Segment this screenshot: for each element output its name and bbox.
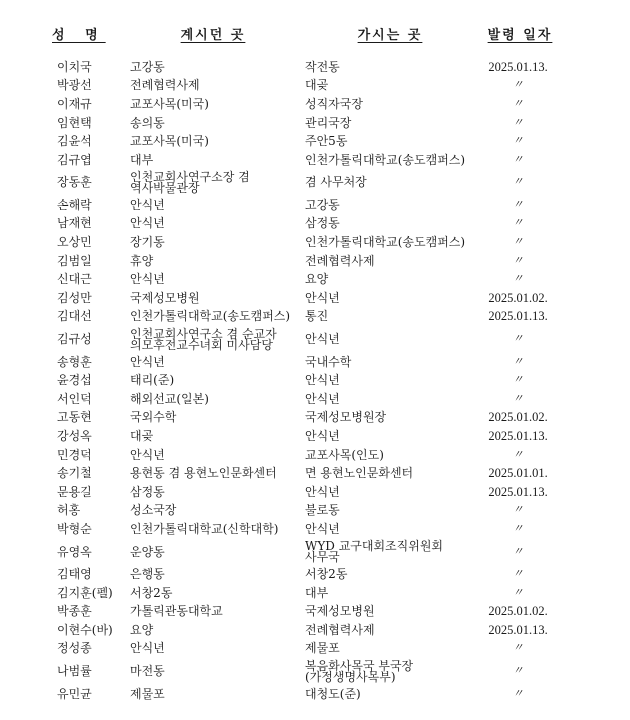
from-cell: 안식년 (130, 354, 165, 369)
name-cell: 오상민 (57, 235, 92, 250)
date-cell: 2025.01.01. (488, 466, 548, 481)
date-cell: 〃 (512, 545, 524, 558)
table-row (0, 464, 630, 483)
date-cell: 〃 (512, 586, 524, 599)
to-cell: 인천가톨릭대학교(송도캠퍼스) (305, 235, 466, 250)
table-row (0, 371, 630, 390)
table-row (0, 427, 630, 446)
date-cell: 〃 (512, 665, 524, 678)
name-cell: 나범률 (57, 664, 92, 679)
table-row (0, 215, 630, 234)
name-cell: 김규엽 (57, 152, 92, 167)
to-cell: 대부 (305, 585, 329, 600)
table-row (0, 446, 630, 465)
date-cell: 2025.01.02. (488, 410, 548, 425)
to-cell: 안식년 (305, 428, 340, 443)
date-cell: 〃 (512, 135, 524, 148)
from-cell: 해외선교(일본) (130, 391, 209, 406)
to-cell: 안식년 (305, 484, 340, 499)
date-cell: 〃 (512, 153, 524, 166)
from-cell: 안식년 (130, 197, 165, 212)
date-cell: 2025.01.13. (488, 309, 548, 324)
name-cell: 허홍 (57, 503, 81, 518)
from-cell: 인천가톨릭대학교(송도캠퍼스) (130, 309, 291, 324)
date-cell: 〃 (512, 355, 524, 368)
table-row (0, 353, 630, 372)
table-row (0, 502, 630, 521)
date-cell: 〃 (512, 217, 524, 230)
name-cell: 송형훈 (57, 354, 92, 369)
date-cell: 〃 (512, 374, 524, 387)
table-row (0, 584, 630, 603)
table-row (0, 539, 630, 566)
from-cell: 고강동 (130, 59, 165, 74)
name-cell: 박광선 (57, 78, 92, 93)
name-cell: 김규성 (57, 332, 92, 347)
name-cell: 문용길 (57, 484, 92, 499)
to-cell: WYD 교구대회조직위원회 사무국 (305, 539, 444, 565)
from-cell: 태리(준) (130, 373, 175, 388)
date-cell: 2025.01.13. (488, 428, 548, 443)
name-cell: 김지훈(펠) (57, 585, 113, 600)
name-cell: 민경덕 (57, 447, 92, 462)
table-row (0, 170, 630, 197)
table-row (0, 114, 630, 133)
date-cell: 2025.01.02. (488, 604, 548, 619)
table-row (0, 252, 630, 271)
to-cell: 국내수학 (305, 354, 352, 369)
date-cell: 〃 (512, 333, 524, 346)
from-cell: 안식년 (130, 272, 165, 287)
from-cell: 국제성모병원 (130, 290, 200, 305)
table-row (0, 308, 630, 327)
to-cell: 요양 (305, 272, 329, 287)
to-cell: 안식년 (305, 391, 340, 406)
to-cell: 불로동 (305, 503, 340, 518)
name-cell: 박형순 (57, 521, 92, 536)
date-cell: 〃 (512, 236, 524, 249)
name-cell: 송기철 (57, 466, 92, 481)
table-row (0, 640, 630, 659)
table-row (0, 390, 630, 409)
table-row (0, 658, 630, 685)
name-cell: 장동훈 (57, 175, 92, 190)
date-cell: 2025.01.13. (488, 59, 548, 74)
name-cell: 김성만 (57, 290, 92, 305)
from-cell: 인천가톨릭대학교(신학대학) (130, 521, 279, 536)
table-row (0, 196, 630, 215)
from-cell: 용현동 겸 용현노인문화센터 (130, 466, 277, 481)
from-cell: 교포사목(미국) (130, 96, 209, 111)
name-cell: 윤경섭 (57, 373, 92, 388)
date-cell: 〃 (512, 642, 524, 655)
name-cell: 강성옥 (57, 428, 92, 443)
from-cell: 대부 (130, 152, 154, 167)
table-row (0, 483, 630, 502)
date-cell: 〃 (512, 198, 524, 211)
name-cell: 유민균 (57, 686, 92, 701)
table-row (0, 565, 630, 584)
from-cell: 은행동 (130, 567, 165, 582)
name-cell: 손해락 (57, 197, 92, 212)
date-cell: 〃 (512, 448, 524, 461)
to-cell: 안식년 (305, 290, 340, 305)
date-cell: 〃 (512, 116, 524, 129)
date-cell: 〃 (512, 176, 524, 189)
from-cell: 가톨릭관동대학교 (130, 604, 223, 619)
to-cell: 제물포 (305, 641, 340, 656)
to-cell: 겸 사무처장 (305, 175, 367, 190)
from-cell: 서창2동 (130, 585, 173, 600)
name-cell: 김태영 (57, 567, 92, 582)
date-cell: 2025.01.02. (488, 290, 548, 305)
header-name: 성 명 (52, 28, 106, 43)
from-cell: 삼정동 (130, 484, 165, 499)
date-cell: 〃 (512, 687, 524, 700)
to-cell: 안식년 (305, 373, 340, 388)
name-cell: 박종훈 (57, 604, 92, 619)
to-cell: 서창2동 (305, 567, 348, 582)
to-cell: 면 용현노인문화센터 (305, 466, 414, 481)
from-cell: 요양 (130, 622, 154, 637)
date-cell: 2025.01.13. (488, 484, 548, 499)
to-cell: 국제성모병원 (305, 604, 375, 619)
table-row (0, 685, 630, 704)
name-cell: 이현수(바) (57, 622, 113, 637)
to-cell: 대곶 (305, 78, 329, 93)
table-row (0, 271, 630, 290)
date-cell: 〃 (512, 273, 524, 286)
table-row (0, 95, 630, 114)
from-cell: 국외수학 (130, 410, 177, 425)
date-cell: 〃 (512, 522, 524, 535)
to-cell: 성직자국장 (305, 96, 363, 111)
table-row (0, 621, 630, 640)
to-cell: 인천가톨릭대학교(송도캠퍼스) (305, 152, 466, 167)
date-cell: 〃 (512, 504, 524, 517)
header-date: 발령 일자 (487, 28, 553, 43)
header-from: 계시던 곳 (180, 28, 246, 43)
to-cell: 주안5동 (305, 134, 348, 149)
to-cell: 안식년 (305, 332, 340, 347)
date-cell: 〃 (512, 392, 524, 405)
name-cell: 김대선 (57, 309, 92, 324)
to-cell: 복음화사목국 부국장 (가정생명사목부) (305, 658, 414, 684)
from-cell: 성소국장 (130, 503, 177, 518)
table-row (0, 77, 630, 96)
name-cell: 임현택 (57, 115, 92, 130)
table-row (0, 603, 630, 622)
header-to: 가시는 곳 (357, 28, 423, 43)
name-cell: 김윤석 (57, 134, 92, 149)
table-row (0, 409, 630, 428)
to-cell: 안식년 (305, 521, 340, 536)
date-cell: 〃 (512, 79, 524, 92)
to-cell: 관리국장 (305, 115, 352, 130)
from-cell: 운양동 (130, 544, 165, 559)
date-cell: 〃 (512, 568, 524, 581)
name-cell: 유영옥 (57, 544, 92, 559)
from-cell: 인천교회사연구소장 겸 역사박물관장 (130, 169, 250, 195)
table-row (0, 233, 630, 252)
name-cell: 김범일 (57, 253, 92, 268)
from-cell: 마전동 (130, 664, 165, 679)
from-cell: 안식년 (130, 641, 165, 656)
from-cell: 대곶 (130, 428, 154, 443)
to-cell: 삼정동 (305, 216, 340, 231)
name-cell: 신대근 (57, 272, 92, 287)
name-cell: 서인덕 (57, 391, 92, 406)
name-cell: 정성종 (57, 641, 92, 656)
to-cell: 고강동 (305, 197, 340, 212)
table-row (0, 520, 630, 539)
from-cell: 송의동 (130, 115, 165, 130)
from-cell: 인천교회사연구소 겸 순교자 의모후전교수녀회 미사담당 (130, 326, 277, 352)
to-cell: 작전동 (305, 59, 340, 74)
from-cell: 교포사목(미국) (130, 134, 209, 149)
table-row (0, 58, 630, 77)
date-cell: 2025.01.13. (488, 622, 548, 637)
to-cell: 교포사목(인도) (305, 447, 384, 462)
date-cell: 〃 (512, 97, 524, 110)
table-row (0, 132, 630, 151)
name-cell: 남재현 (57, 216, 92, 231)
name-cell: 이재규 (57, 96, 92, 111)
from-cell: 안식년 (130, 216, 165, 231)
to-cell: 통진 (305, 309, 329, 324)
to-cell: 전례협력사제 (305, 622, 375, 637)
table-row (0, 151, 630, 170)
from-cell: 제물포 (130, 686, 165, 701)
to-cell: 전례협력사제 (305, 253, 375, 268)
to-cell: 국제성모병원장 (305, 410, 387, 425)
from-cell: 장기동 (130, 235, 165, 250)
from-cell: 전례협력사제 (130, 78, 200, 93)
name-cell: 고동현 (57, 410, 92, 425)
to-cell: 대청도(준) (305, 686, 361, 701)
from-cell: 안식년 (130, 447, 165, 462)
from-cell: 휴양 (130, 253, 154, 268)
date-cell: 〃 (512, 254, 524, 267)
table-row (0, 289, 630, 308)
table-row (0, 326, 630, 353)
name-cell: 이치국 (57, 59, 92, 74)
